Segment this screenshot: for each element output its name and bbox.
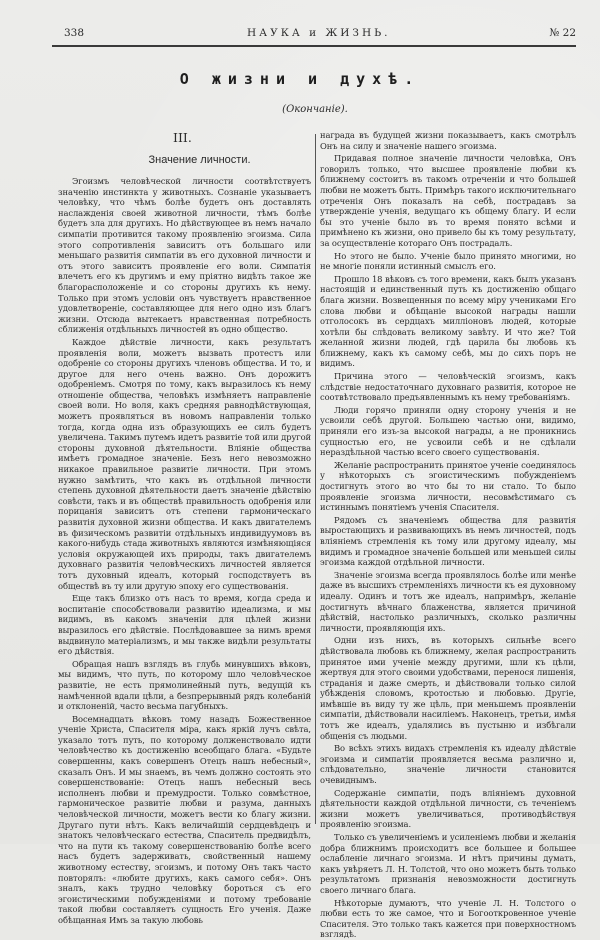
paragraph: Каждое дѣйствіе личности, какъ результатъ проявленія воли, можетъ вызвать протестъ или одобреніе со стороны другихъ членовъ общества. И то, и другое для него очень важно. Онъ дорожитъ одобреніемъ. Смотря по тому, какъ выразилось къ нему отношеніе общества, человѣкъ измѣняетъ направленіе своей воли. Но воля, какъ средняя равнодѣйствующая, можетъ проявляться въ новомъ направленіи только тогда, когда одна изъ образующихъ ее силъ будетъ увеличена. Такимъ путемъ идетъ развитіе той или другой стороны духовной дѣятельности. Вліяніе общества имѣетъ громадное значеніе. Безъ него невозможно никакое правильное развитіе личности. При этомъ нужно замѣтить, что какъ въ отдѣльной личности степень духовной дѣятельности даетъ значеніе дѣйствію совѣсти, такъ и въ обществѣ правильность одобренія или порицанія зависитъ отъ степени гармоническаго развитія духовной жизни общества. И какъ двигателемъ въ физическомъ развитіи отдѣльныхъ индивидуумовъ въ какого-нибудь стада животныхъ являются измѣняющіяся условія окружающей ихъ природы, такъ двигателемъ духовнаго развитія человѣческихъ личностей является тотъ духовный идеалъ, который господствуетъ въ обществѣ въ ту или другую эпоху его существованія.: [58, 336, 311, 591]
paragraph: Прошло 18 вѣковъ съ того времени, какъ былъ указанъ настоящій и единственный путь къ достиженію общаго блага жизни. Возвещенныя по всему міру учениками Его слова любви и обѣщаніе высокой награды нашли отголосокъ въ сердцахъ милліоновъ людей, которые хотѣли бы слѣдовать великому завѣту. И что же? Той желанной жизни людей, гдѣ царила бы любовь къ ближнему, какъ къ самому себѣ, мы до сихъ поръ не видимъ.: [320, 273, 576, 369]
paragraph: Нѣкоторые думаютъ, что ученіе Л. Н. Толстого о любви есть то же самое, что и Богооткровенное ученіе Спасителя. Это только такъ кажется при поверхностномъ взглядѣ.: [320, 897, 576, 940]
paragraph: Но этого не было. Ученіе было принято многими, но не многіе поняли истинный смыслъ его.: [320, 250, 576, 272]
paragraph: Одни изъ нихъ, въ которыхъ сильнѣе всего дѣйствовала любовь къ ближнему, желая распространить принятое ими ученіе между другими, шли къ цѣли, жертвуя для этого своими удобствами, перенося лишенія, страданія и даже смерть, и дѣйствовали только силой убѣжденія словомъ, кротостью и любовью. Другіе, имѣвшіе въ виду ту же цѣль, при меньшемъ проявленіи симпатіи, дѣйствовали насиліемъ. Наконецъ, третьи, имѣя тотъ же идеалъ, удалялись въ пустыню и избѣгали общенія съ людьми.: [320, 635, 576, 741]
paragraph: Еще такъ близко отъ насъ то время, когда среда и воспитаніе способствовали развитію идеализма, и мы видимъ, въ какомъ значеніи для цѣлей жизни выразилось его дѣйствіе. Послѣдовавшее за нимъ время выдвинуло матеріализмъ, и мы также видѣли результаты его дѣйствія.: [58, 593, 311, 657]
paragraph: Восемнадцать вѣковъ тому назадъ Божественное ученіе Христа, Спасителя міра, какъ яркій лучъ свѣта, указало тотъ путь, по которому долженствовало идти человѣчество къ достиженію всеобщаго блага. «Будьте совершенны, какъ совершенъ Отецъ нашъ небесный», сказалъ Онъ. И мы знаемъ, въ чемъ должно состоять это совершенствованіе: Отецъ нашъ небесный весь исполненъ любви и премудрости. Только совмѣстное, гармоническое развитіе любви и разума, данныхъ человѣческой личности, можетъ вести ко благу жизни. Другаго пути нѣтъ. Какъ величайшій сердцевѣдецъ и знатокъ человѣческаго естества, Спаситель предвидѣлъ, что на пути къ такому совершенствованію болѣе всего насъ будетъ задерживать, свойственный нашему животному естеству, эгоизмъ, и потому Онъ такъ часто повторялъ: «любите другихъ, какъ самого себя». Онъ зналъ, какъ трудно человѣку бороться съ его эгоистическими побужденіями и потому требованіе такой любви составляетъ сущность Его ученія. Даже обѣщанная Имъ за такую любовь: [58, 713, 311, 925]
right-column: [320, 130, 576, 940]
paragraph: Во всѣхъ этихъ видахъ стремленія къ идеалу дѣйствіе эгоизма и симпатіи проявляется весьма различно и, слѣдовательно, значеніе личности становится очевиднымъ.: [320, 743, 576, 786]
paragraph: Придавая полное значеніе личности человѣка, Онъ говорилъ только, что высшее проявленіе любви къ ближнему состоитъ въ такомъ отреченіи и что большей любви не можетъ быть. Примѣръ такого исключительнаго отреченія Онъ показалъ на себѣ, пострадавъ за утвержденіе ученія, ведущаго къ общему благу. И если бы это ученіе было въ то время понято всѣми и примѣнено къ жизни, оно привело бы къ тому результату, за осуществленіе котораго Онъ пострадалъ.: [320, 153, 576, 248]
column-divider: [315, 134, 316, 824]
article-title: О жизни и духѣ.: [179, 70, 421, 88]
paragraph: Люди горячо приняли одну сторону ученія и не усвоили себѣ другой. Большею частью они, видимо, приняли его изъ-за высокой награды, а не проникнись сущностью его, не усвоили себѣ и не сдѣлали нераздѣльной частью всего своего существованія.: [320, 404, 576, 458]
paragraph: Только съ увеличеніемъ и усиленіемъ любви и желанія добра ближнимъ происходитъ все большее и большее ослабленіе личнаго эгоизма. И нѣтъ причины думать, какъ увѣряетъ Л. Н. Толстой, что оно можетъ быть только результатомъ признанія невозможности достигнуть своего личнаго блага.: [320, 832, 576, 895]
masthead: НАУКА и ЖИЗНЬ.: [247, 27, 391, 39]
paragraph: Причина этого — человѣческій эгоизмъ, какъ слѣдствіе недостаточнаго духовнаго развитія, которое не соотвѣтствовало предъявленнымъ къ нему требованіямъ.: [320, 371, 576, 403]
article-subtitle: (Окончаніе).: [282, 104, 348, 115]
paragraph: Содержаніе симпатіи, подъ вліяніемъ духовной дѣятельности каждой отдѣльной личности, съ теченіемъ жизни можетъ увеличиваться, противодѣйствуя проявленію эгоизма.: [320, 787, 576, 830]
paragraph: награда въ будущей жизни показываетъ, какъ смотрѣлъ Онъ на силу и значеніе нашего эгоизма.: [320, 130, 576, 151]
page-number: 338: [64, 27, 85, 39]
paragraph: Рядомъ съ значеніемъ общества для развитія выростающихъ и развивающихъ въ немъ личностей, подъ вліяніемъ стремленія къ тому или другому идеалу, мы видимъ и громадное значеніе большей или меньшей силы эгоизма каждой отдѣльной личности.: [320, 514, 576, 568]
section-number: III.: [173, 130, 192, 145]
paragraph: Эгоизмъ человѣческой личности соотвѣтствуетъ значенію инстинкта у животныхъ. Сознаніе указываетъ человѣку, что чѣмъ болѣе будетъ онъ доставлять наслажденія своей животной личности, тѣмъ болѣе будетъ зла для другихъ. Но дѣйствующее въ немъ начало симпатіи противится такому проявленію эгоизма. Сила этого сопротивленія зависитъ отъ большаго или меньшаго развитія симпатіи въ его духовной личности и отъ этого зависитъ проявленіе его воли. Симпатія влечетъ его къ другимъ и ему пріятно видѣть такое же благорасположеніе и со стороны другихъ къ нему. Только при этомъ условіи онъ чувствуетъ нравственное удовлетвореніе, составляющее для него одно изъ благъ жизни. Отсюда вытекаетъ нравственная потребность сближенія отдѣльныхъ личностей въ одно общество.: [58, 176, 311, 335]
left-column: [58, 130, 311, 926]
paragraph: Обращая нашъ взглядъ въ глубь минувшихъ вѣковъ, мы видимъ, что путь, по которому шло человѣческое развитіе, не есть прямолинейный путь, ведущій къ намѣченной вдали цѣли, а безпрерывный рядъ колебаній и отклоненій, часто весьма пагубныхъ.: [58, 658, 311, 712]
paragraph: Значеніе эгоизма всегда проявлялось болѣе или менѣе даже въ высшихъ стремленіяхъ личности къ ея духовному идеалу. Одинъ и тотъ же идеалъ, напримѣръ, желаніе достигнуть вѣчнаго блаженства, является причиной дѣйствій, настолько различныхъ, сколько различны личности, проявляющія ихъ.: [320, 569, 576, 633]
header-rule: [52, 45, 576, 47]
paragraph: Желаніе распространить принятое ученіе соединялось у нѣкоторыхъ съ эгоистическимъ побужденіемъ достигнуть этого во что бы то ни стало. То было проявленіе эгоизма личности, несовмѣстимаго съ истиннымъ понятіемъ ученія Спасителя.: [320, 459, 576, 513]
section-heading: Значение личности.: [148, 154, 251, 166]
issue-number: № 22: [549, 27, 576, 39]
running-header: [52, 27, 576, 43]
